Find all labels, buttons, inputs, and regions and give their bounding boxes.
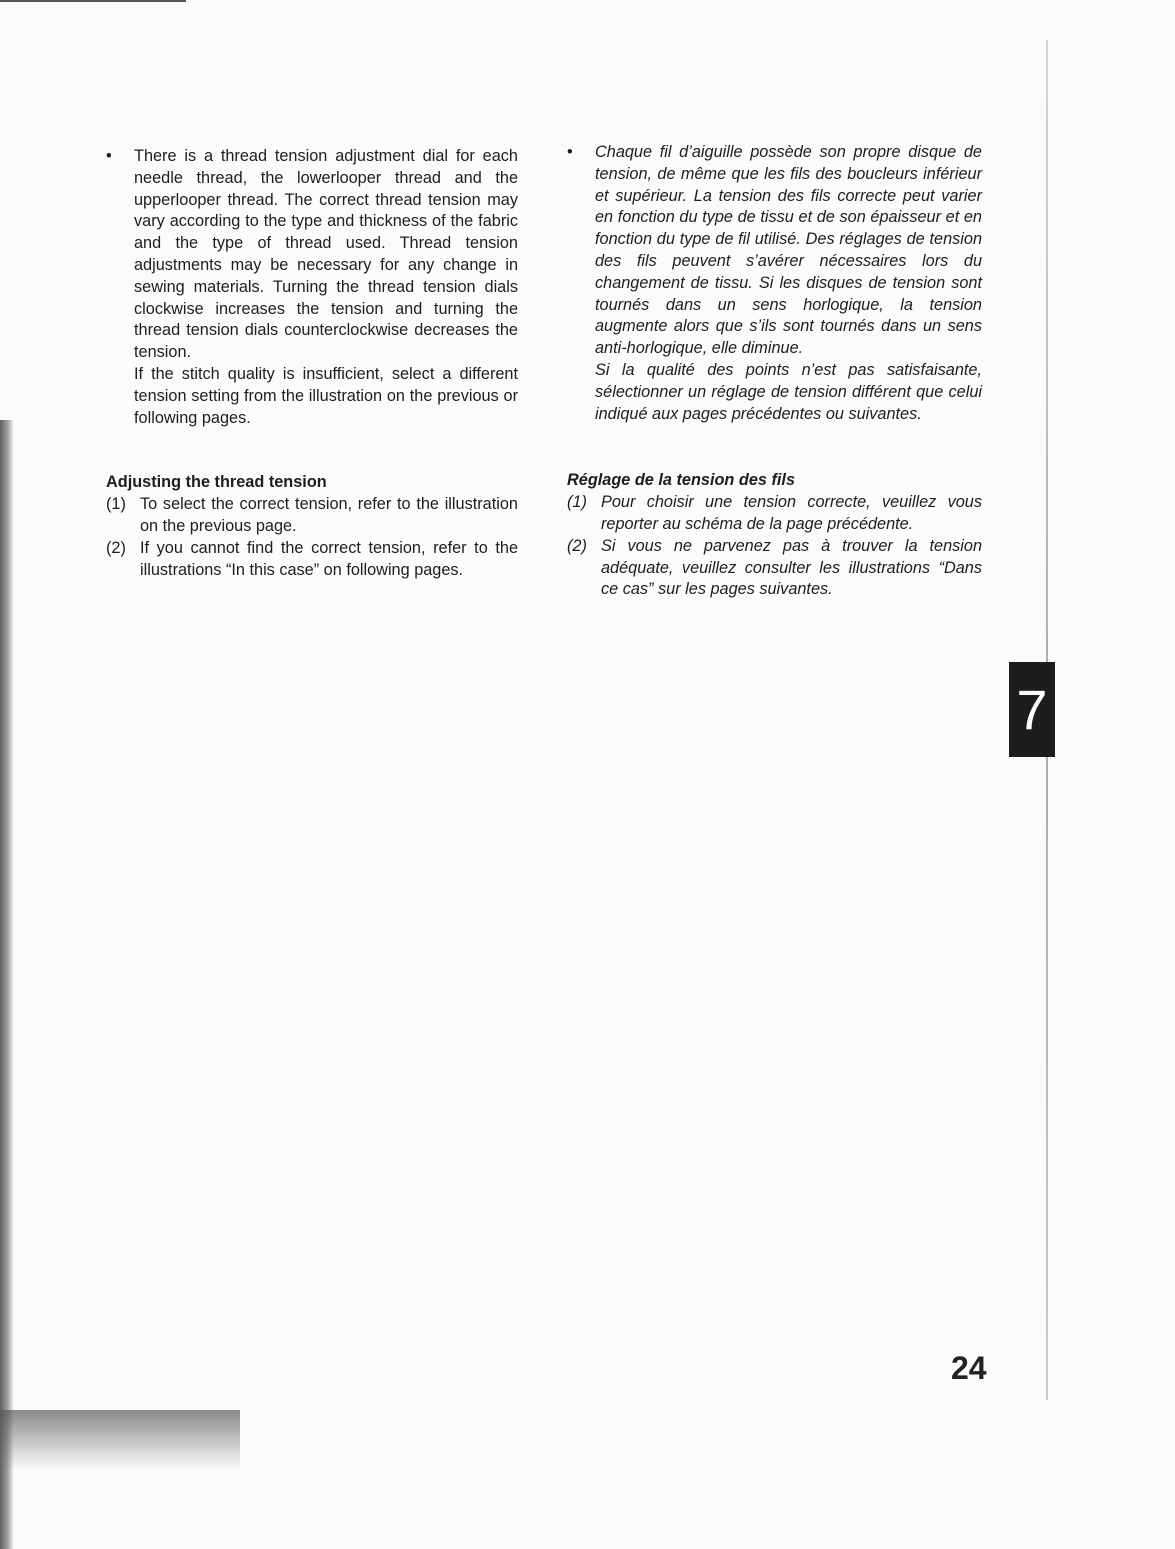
french-column (567, 142, 982, 601)
step-number: (1) (567, 493, 587, 512)
scan-top-rule (0, 0, 186, 2)
step-number: (1) (106, 495, 126, 514)
bullet-icon: • (106, 147, 112, 165)
step-number: (2) (567, 536, 587, 555)
step-number: (2) (106, 538, 126, 557)
english-column (106, 146, 518, 581)
english-intro-text: There is a thread tension adjustment dial for each needle thread, the lowerlooper thread and the upperlooper thread. The correct thread tension may vary according to the type and thickness of the fabric and the type of thread used. Thread tension adjustments may be necessary for any change in sewing materials. Turning the thread tension dials clockwise increases the tension and turning the thread tension dials counterclockwise decreases the tension. (134, 147, 518, 362)
step-text: Si vous ne parvenez pas à trouver la tension adéquate, veuillez consulter les illustrations “Dans ce cas” sur les pages suivantes. (601, 536, 982, 599)
french-intro-text: Chaque fil d’aiguille possède son propre disque de tension, de même que les fils des boucleurs inférieur et supérieur. La tension des fils correcte peut varier en fonction du type de tissu et de son épaisseur et en fonction du type de fil utilisé. Des réglages de tension des fils peuvent s’avérer nécessaires lors du changement de tissu. Si les disques de tension sont tournés dans un sens horlogique, la tension augmente alors que s’ils sont tournés dans un sens anti-horlogique, elle diminue. (595, 143, 982, 358)
english-intro-bullet (106, 146, 518, 364)
chapter-tab: 7 (1009, 662, 1055, 757)
english-step-2 (106, 538, 518, 582)
english-intro-continuation: If the stitch quality is insufficient, select a different tension setting from the illustration on the previous or following pages. (134, 364, 518, 427)
french-section-heading: Réglage de la tension des fils (567, 471, 796, 490)
french-intro-bullet (567, 142, 982, 360)
english-section-heading: Adjusting the thread tension (106, 473, 327, 492)
english-step-1 (106, 494, 518, 538)
french-step-2 (567, 536, 982, 601)
step-text: To select the correct tension, refer to the illustration on the previous page. (140, 495, 518, 535)
bullet-icon: • (567, 143, 573, 161)
step-text: If you cannot find the correct tension, refer to the illustrations “In this case” on following pages. (140, 538, 518, 579)
scan-bottom-shadow (0, 1410, 240, 1470)
page-number: 24 (951, 1350, 987, 1386)
scan-binding-shadow (0, 420, 14, 1549)
french-intro-continuation: Si la qualité des points n’est pas satisfaisante, sélectionner un réglage de tension différent que celui indiqué aux pages précédentes ou suivantes. (595, 360, 982, 423)
french-step-1 (567, 492, 982, 536)
step-text: Pour choisir une tension correcte, veuillez vous reporter au schéma de la page précédente. (601, 493, 982, 533)
